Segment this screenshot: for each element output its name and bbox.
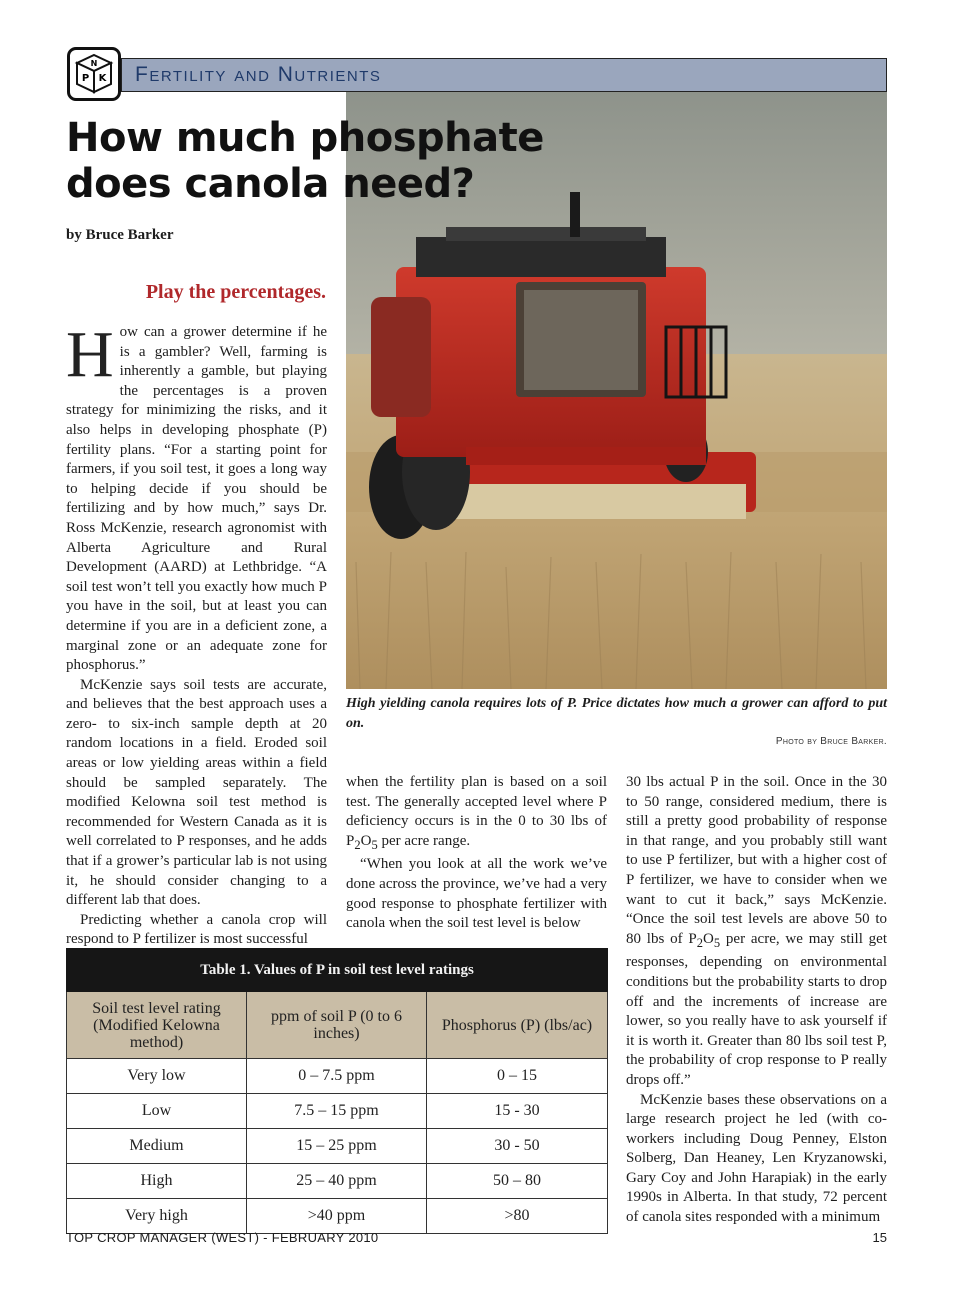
npk-logo bbox=[67, 47, 121, 101]
table-cell: Medium bbox=[67, 1129, 247, 1164]
table-cell: 50 – 80 bbox=[427, 1164, 608, 1199]
table-row bbox=[67, 1059, 608, 1094]
table-caption: Table 1. Values of P in soil test level ratings bbox=[67, 949, 608, 992]
paragraph bbox=[346, 773, 607, 855]
table-cell: 15 - 30 bbox=[427, 1094, 608, 1129]
photo-caption: High yielding canola requires lots of P. Price dictates how much a grower can afford to put on. bbox=[346, 696, 887, 731]
paragraph bbox=[626, 773, 887, 1091]
subscript: 2 bbox=[696, 935, 704, 950]
byline: by Bruce Barker bbox=[66, 227, 174, 243]
table-row bbox=[67, 1129, 608, 1164]
paragraph: “When you look at all the work we’ve done across the province, we’ve had a very good response to phosphate fertilizer with canola when the soil test level is below bbox=[346, 856, 607, 932]
soil-test-table bbox=[66, 948, 607, 1234]
article-title bbox=[66, 115, 666, 207]
subscript: 5 bbox=[371, 837, 378, 852]
table-cell: Low bbox=[67, 1094, 247, 1129]
paragraph: McKenzie bases these observations on a large research project he led (with co-workers including Doug Penney, Elston Solberg, Dan Heaney, Len Kryzanowski, Gary Coy and John Harapiak) in the early 1990s in Alberta. In that study, 72 percent of canola sites responded with a minimum bbox=[626, 1091, 887, 1226]
article-deck: Play the percentages. bbox=[145, 281, 326, 303]
table-cell: 25 – 40 ppm bbox=[247, 1164, 427, 1199]
paragraph-text: O bbox=[703, 930, 714, 947]
footer-publication: TOP CROP MANAGER (WEST) - FEBRUARY 2010 bbox=[66, 1230, 379, 1245]
paragraph-text: 30 lbs actual P in the soil. Once in the 30 to 50 range, considered medium, there is still a pretty good probability of response in that range, and you probably still want to use P fertilizer, but with a higher cost of P fertilizer, we have to consider when we want to cut it back,” says McKenzie. “Once the soil test levels are above 50 to 80 lbs of P bbox=[626, 774, 887, 947]
section-title: Fertility and Nutrients bbox=[135, 63, 382, 86]
table-header-phosphorus: Phosphorus (P) (lbs/ac) bbox=[427, 992, 608, 1059]
logo-letter-n: N bbox=[90, 59, 98, 68]
subscript: 5 bbox=[713, 935, 721, 950]
table-cell: Very high bbox=[67, 1199, 247, 1234]
title-line-2: does canola need? bbox=[66, 161, 475, 207]
table-header-ppm: ppm of soil P (0 to 6 inches) bbox=[247, 992, 427, 1059]
paragraph: McKenzie says soil tests are accurate, and believes that the best approach uses a zero- to six-inch sample depth at 20 random locations in a field. Eroded soil areas or low yielding areas within a field should be sampled separately. The modified Kelowna soil test method is recommended for Western Canada as it is well correlated to P responses, and he adds that if a grower’s particular lab is not using it, he should consider changing to a different lab that does. bbox=[66, 676, 327, 909]
paragraph-text: when the fertility plan is based on a soil test. The generally accepted level where P deficiency occurs is in the 0 to 30 lbs of P bbox=[346, 774, 607, 849]
subscript: 2 bbox=[354, 837, 361, 852]
table-cell: 7.5 – 15 ppm bbox=[247, 1094, 427, 1129]
table-cell: 0 – 15 bbox=[427, 1059, 608, 1094]
table-cell: 30 - 50 bbox=[427, 1129, 608, 1164]
title-line-1: How much phosphate bbox=[66, 115, 544, 161]
page-number: 15 bbox=[872, 1230, 887, 1245]
table-cell: 0 – 7.5 ppm bbox=[247, 1059, 427, 1094]
logo-letter-k: K bbox=[98, 73, 107, 84]
logo-letter-p: P bbox=[81, 73, 90, 84]
table-row bbox=[67, 1199, 608, 1234]
table-row bbox=[67, 1094, 608, 1129]
section-header-band bbox=[121, 58, 887, 92]
table-cell: High bbox=[67, 1164, 247, 1199]
npk-cube-icon bbox=[70, 50, 118, 98]
paragraph-text: per acre range. bbox=[377, 832, 471, 849]
paragraph-text: ow can a grower determine if he is a gambler? Well, farming is inherently a gamble, but playing the percentages is a proven strategy for minimizing the risks, and it also helps in developing phosphate (P) fertility plans. “For a starting point for farmers, if you soil test, it goes a long way to helping decide if you should be fertilizing and by how much,” says Dr. Ross McKenzie, research agronomist with Alberta Agriculture and Rural Development (AARD) at Lethbridge. “A soil test won’t tell you exactly how much P you have in the soil, but at least you can determine if you are in a deficient zone, a marginal zone or an adequate zone for phosphorus.” bbox=[66, 324, 327, 674]
drop-cap: H bbox=[66, 318, 114, 391]
table-cell: >80 bbox=[427, 1199, 608, 1234]
table-cell: Very low bbox=[67, 1059, 247, 1094]
table-cell: 15 – 25 ppm bbox=[247, 1129, 427, 1164]
paragraph: Predicting whether a canola crop will respond to P fertilizer is most successful bbox=[66, 911, 327, 948]
paragraph-text: O bbox=[360, 832, 372, 849]
table-row bbox=[67, 1164, 608, 1199]
body-column-1 bbox=[66, 318, 327, 950]
body-column-3 bbox=[626, 773, 887, 1228]
body-column-2 bbox=[346, 773, 607, 934]
table-header-rating: Soil test level rating (Modified Kelowna method) bbox=[67, 992, 247, 1059]
table-cell: >40 ppm bbox=[247, 1199, 427, 1234]
paragraph-text: per acre, we may still get responses, depending on environmental conditions but the probability starts to drop off and the increments of increase are lower, so you really have to ask yourself if it is worth it. Greater than 80 lbs soil test P, the probability of crop response to P really drops off.” bbox=[626, 930, 887, 1088]
paragraph bbox=[66, 318, 327, 676]
photo-credit: Photo by Bruce Barker. bbox=[775, 736, 887, 747]
